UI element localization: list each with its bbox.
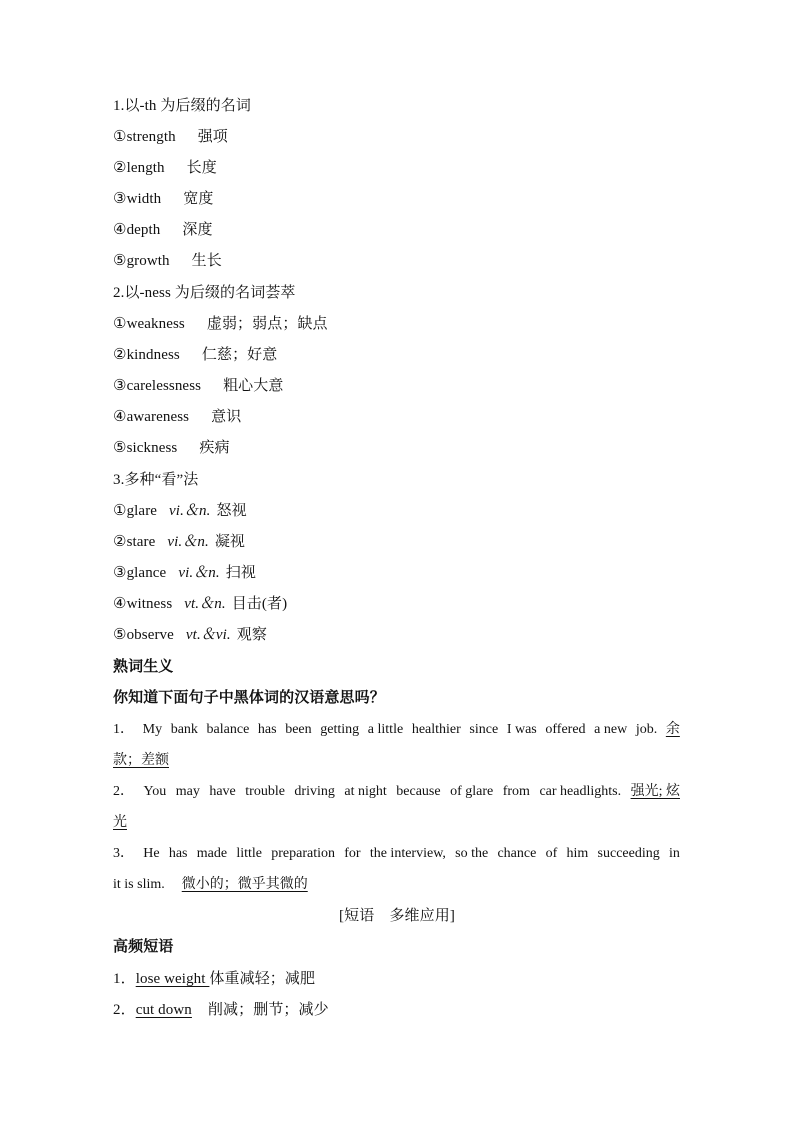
item-number: ① (113, 129, 127, 145)
english-word: glance (126, 565, 167, 581)
sentence-answer-start: 余 (665, 722, 680, 737)
sentence-word: getting (320, 722, 360, 737)
part-of-speech: vt.＆vi. (185, 627, 231, 643)
phrase-meaning: 体重减轻；减肥 (209, 971, 316, 987)
english-word: width (126, 191, 162, 207)
english-word: stare (126, 534, 156, 550)
sentence-word: have (209, 784, 236, 799)
phrase-item-1 (113, 969, 315, 989)
word-item (113, 158, 217, 178)
english-word: witness (126, 596, 173, 612)
sentence-word: because (396, 784, 441, 799)
sentence-number: 1． (113, 722, 134, 737)
chinese-meaning: 怒视 (216, 503, 247, 519)
sentence-word: chance (497, 846, 537, 861)
phrases-title: 高频短语 (113, 939, 174, 955)
sentence-word: may (175, 784, 200, 799)
sentence-word: offered (545, 722, 586, 737)
sentence-word: has (257, 722, 277, 737)
english-word: depth (126, 222, 161, 238)
phrase-num: 1． (113, 971, 136, 987)
sentence-word: preparation (271, 846, 335, 861)
phrase-item-2 (113, 1000, 329, 1020)
english-word: growth (126, 253, 170, 269)
item-number: ② (113, 534, 127, 550)
sentence-1-answer-rest: 款；差额 (113, 753, 169, 768)
chinese-meaning: 宽度 (183, 191, 214, 207)
chinese-meaning: 强项 (197, 129, 228, 145)
item-number: ⑤ (113, 627, 127, 643)
sentence-word: healthier (411, 722, 461, 737)
item-number: ③ (113, 191, 127, 207)
phrase-text: lose weight (135, 971, 210, 987)
chinese-meaning: 疾病 (199, 440, 230, 456)
english-word: glare (126, 503, 158, 519)
item-number: ① (113, 503, 127, 519)
item-number: ① (113, 316, 127, 332)
word-item (113, 594, 287, 614)
sentence-word: of (545, 846, 558, 861)
sentence-word: trouble (245, 784, 285, 799)
word-item (113, 127, 228, 147)
sentence-2 (113, 776, 680, 838)
item-number: ⑤ (113, 253, 127, 269)
english-word: kindness (126, 347, 180, 363)
item-number: ③ (113, 378, 127, 394)
sentence-word: bank (170, 722, 198, 737)
sentence-word: little (236, 846, 262, 861)
sentence-word: You (143, 784, 167, 799)
chinese-meaning: 意识 (211, 409, 242, 425)
chinese-meaning: 长度 (186, 160, 217, 176)
english-word: weakness (126, 316, 185, 332)
part-of-speech: vi.＆n. (169, 503, 211, 519)
chinese-meaning: 扫视 (225, 565, 256, 581)
item-number: ④ (113, 222, 127, 238)
chinese-meaning: 深度 (182, 222, 213, 238)
chinese-meaning: 粗心大意 (223, 378, 284, 394)
familiar-question: 你知道下面句子中黑体词的汉语意思吗？ (113, 690, 385, 706)
word-item (113, 220, 213, 240)
word-item (113, 501, 247, 521)
item-number: ③ (113, 565, 127, 581)
section-heading-ness: 2.以-ness 为后缀的名词荟萃 (113, 285, 296, 301)
phrase-meaning: 削减；删节；减少 (207, 1002, 329, 1018)
sentence-word: a new (594, 722, 628, 737)
sentence-word: been (285, 722, 312, 737)
item-number: ② (113, 347, 127, 363)
chinese-meaning: 观察 (236, 627, 267, 643)
sentence-number: 2． (113, 784, 134, 799)
word-item (113, 438, 230, 458)
item-number: ⑤ (113, 440, 127, 456)
word-item (113, 407, 241, 427)
sentence-word: car headlights. (539, 784, 622, 799)
word-item (113, 376, 283, 396)
sentence-word: made (196, 846, 228, 861)
word-item (113, 345, 277, 365)
item-number: ④ (113, 596, 127, 612)
sentence-word: job. (635, 722, 658, 737)
sentence-word: He (143, 846, 160, 861)
phrase-section-title: [短语 多维应用] (339, 908, 455, 924)
item-number: ② (113, 160, 127, 176)
sentence-2-answer-rest: 光 (113, 815, 127, 830)
chinese-meaning: 生长 (191, 253, 222, 269)
phrase-text: cut down (135, 1002, 192, 1018)
chinese-meaning: 仁慈；好意 (201, 347, 278, 363)
sentence-word: I was (506, 722, 537, 737)
sentence-word: My (142, 722, 163, 737)
chinese-meaning: 虚弱；弱点；缺点 (206, 316, 328, 332)
english-word: observe (126, 627, 174, 643)
part-of-speech: vi.＆n. (178, 565, 220, 581)
section-heading-th: 1.以-th 为后缀的名词 (113, 98, 251, 114)
word-item (113, 251, 222, 271)
english-word: awareness (126, 409, 190, 425)
sentence-word: has (168, 846, 188, 861)
sentence-3 (113, 838, 680, 900)
chinese-meaning: 目击(者) (231, 596, 288, 612)
sentence-word: in (668, 846, 680, 861)
sentence-3-line2: it is slim. (113, 877, 165, 892)
english-word: sickness (126, 440, 178, 456)
sentence-word: at night (344, 784, 387, 799)
sentence-word: of glare (450, 784, 494, 799)
item-number: ④ (113, 409, 127, 425)
chinese-meaning: 凝视 (214, 534, 246, 550)
word-item (113, 532, 245, 552)
word-item (113, 625, 267, 645)
sentence-number: 3． (113, 846, 134, 861)
sentence-word: for (344, 846, 361, 861)
english-word: length (126, 160, 165, 176)
part-of-speech: vi.＆n. (167, 534, 209, 550)
phrase-num: 2． (113, 1002, 136, 1018)
sentence-word: a little (367, 722, 404, 737)
sentence-1 (113, 714, 680, 776)
sentence-answer-start: 强光; 炫 (630, 784, 680, 799)
sentence-word: him (566, 846, 589, 861)
english-word: carelessness (126, 378, 202, 394)
word-item (113, 189, 213, 209)
sentence-word: driving (294, 784, 335, 799)
part-of-speech: vt.＆n. (184, 596, 226, 612)
sentence-word: the interview, (369, 846, 446, 861)
english-word: strength (126, 129, 176, 145)
sentence-word: from (502, 784, 530, 799)
sentence-word: so the (455, 846, 489, 861)
word-item (113, 314, 328, 334)
sentence-word: balance (206, 722, 250, 737)
word-item (113, 563, 256, 583)
sentence-word: succeeding (597, 846, 660, 861)
section-heading-look: 3.多种“看”法 (113, 472, 199, 488)
familiar-title: 熟词生义 (113, 659, 174, 675)
sentence-3-answer: 微小的；微乎其微的 (181, 877, 308, 892)
sentence-word: since (469, 722, 499, 737)
